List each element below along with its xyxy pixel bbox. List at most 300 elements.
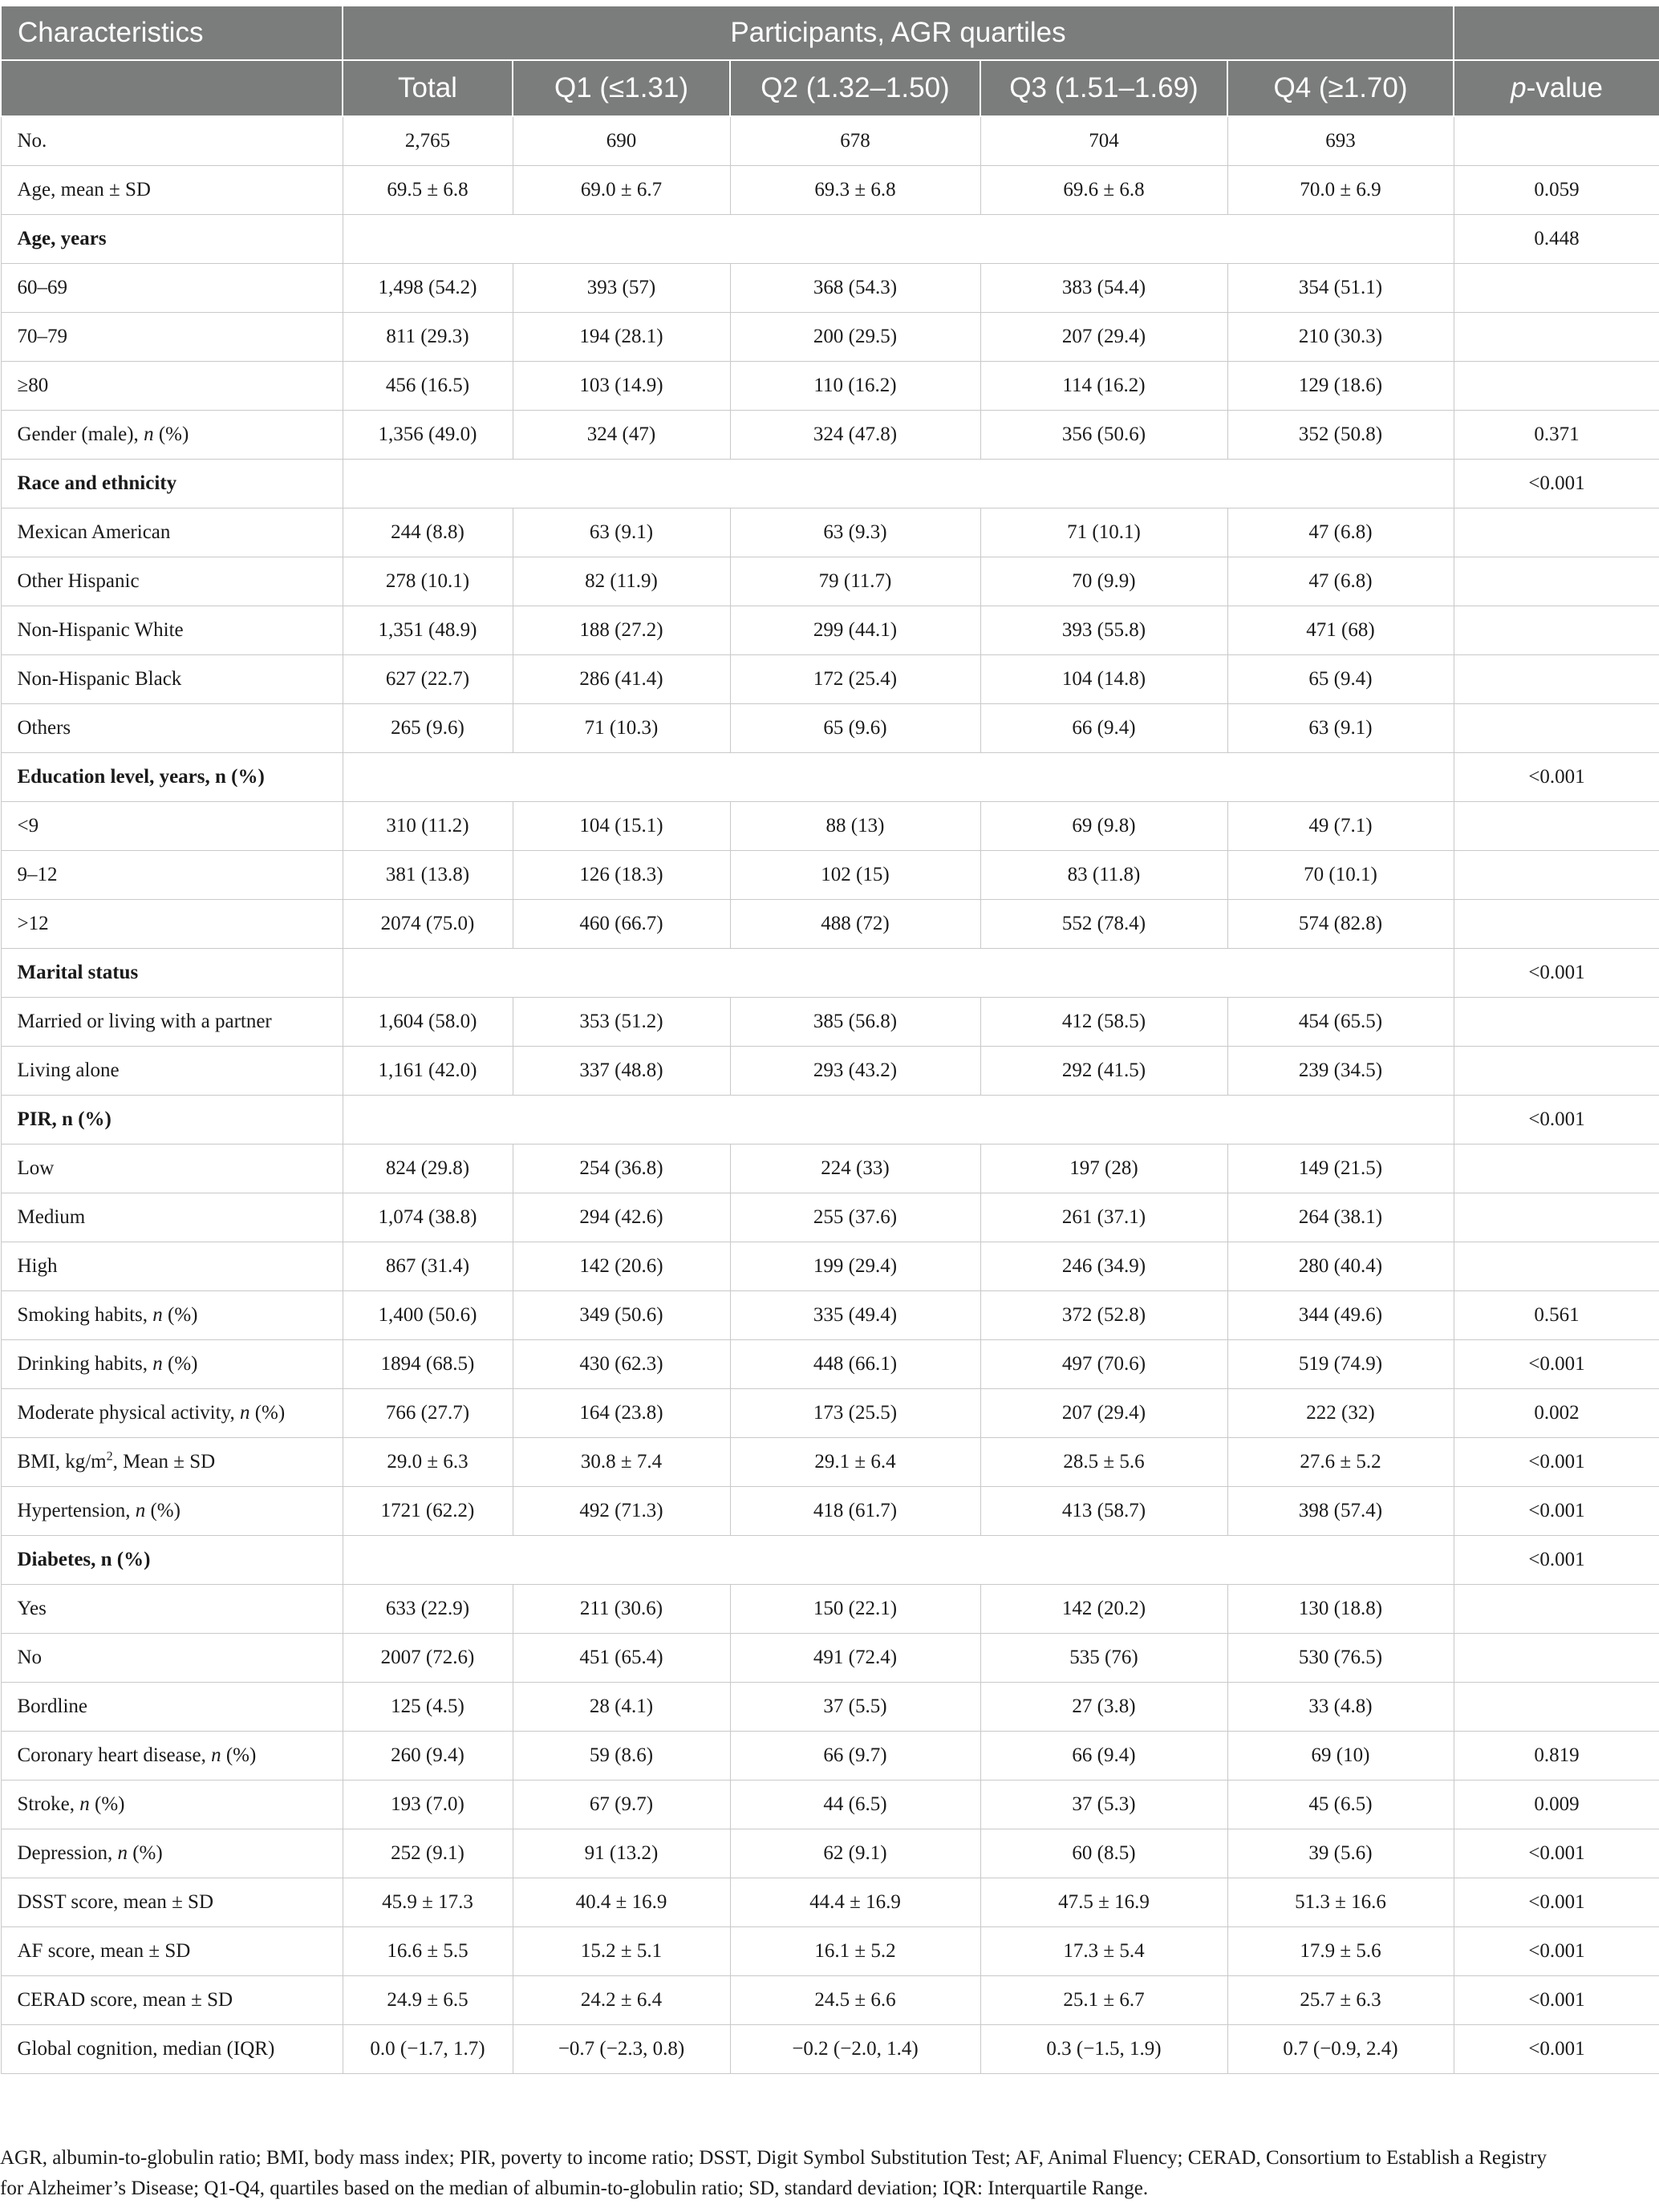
cell-q3: 69 (9.8) [980,802,1227,851]
row-label [1,313,343,362]
cell-total: 310 (11.2) [343,802,513,851]
cell-total: 2074 (75.0) [343,900,513,949]
table-row [1,1976,1659,2025]
section-spacer-cell [343,1536,1454,1585]
row-label [1,1438,343,1487]
row-label [1,508,343,557]
row-label [1,1927,343,1976]
cell-q4: 70 (10.1) [1227,851,1454,900]
cell-q3: 66 (9.4) [980,1732,1227,1781]
cell-total: 16.6 ± 5.5 [343,1927,513,1976]
cell-pvalue [1454,508,1659,557]
cell-pvalue: 0.561 [1454,1291,1659,1340]
row-label-suffix: (%) [89,1793,125,1815]
cell-q3: 83 (11.8) [980,851,1227,900]
cell-pvalue [1454,1634,1659,1683]
table-row [1,851,1659,900]
cell-q1: 69.0 ± 6.7 [513,166,730,215]
row-label-italic: n [239,1402,250,1424]
cell-q4: 693 [1227,116,1454,166]
cell-pvalue: <0.001 [1454,1487,1659,1536]
cell-q1: 40.4 ± 16.9 [513,1878,730,1927]
cell-pvalue: <0.001 [1454,1340,1659,1389]
cell-q3: 27 (3.8) [980,1683,1227,1732]
row-label-text: PIR, n (%) [17,1108,112,1130]
table-row [1,1340,1659,1389]
cell-total: 1,400 (50.6) [343,1291,513,1340]
cell-total: 265 (9.6) [343,704,513,753]
footnote-line-1: AGR, albumin-to-globulin ratio; BMI, body mass index; PIR, poverty to income ratio; DSST, Digit Symbol Substitution Test; AF, Animal Fluency; CERAD, Consortium to Establish a Registry [0,2147,1547,2169]
cell-pvalue [1454,1242,1659,1291]
section-spacer-cell [343,460,1454,508]
table-row [1,1732,1659,1781]
row-label-text: Medium [17,1206,86,1228]
row-label-italic: n [152,1353,163,1375]
cell-pvalue: <0.001 [1454,460,1659,508]
cell-pvalue: <0.001 [1454,1976,1659,2025]
cell-q3: 356 (50.6) [980,411,1227,460]
row-label-text: Marital status [17,962,139,983]
group-header: Participants, AGR quartiles [343,6,1454,60]
table-row [1,264,1659,313]
cell-q2: 368 (54.3) [730,264,980,313]
row-label [1,655,343,704]
cell-q3: 412 (58.5) [980,998,1227,1047]
section-label [1,460,343,508]
row-label [1,1878,343,1927]
section-row [1,1536,1659,1585]
row-label-text: ≥80 [17,375,49,396]
cell-pvalue [1454,264,1659,313]
row-label-suffix: (%) [162,1353,198,1375]
cell-q4: 398 (57.4) [1227,1487,1454,1536]
cell-total: 260 (9.4) [343,1732,513,1781]
section-row [1,1096,1659,1144]
table-row [1,313,1659,362]
cell-q2: 293 (43.2) [730,1047,980,1096]
row-label [1,362,343,411]
cell-pvalue [1454,802,1659,851]
header-row-columns [1,60,1659,116]
cell-q1: 393 (57) [513,264,730,313]
cell-q4: 47 (6.8) [1227,557,1454,606]
row-label-text: Age, years [17,228,107,249]
cell-q3: 383 (54.4) [980,264,1227,313]
cell-q3: 70 (9.9) [980,557,1227,606]
row-label [1,411,343,460]
row-label-suffix: (%) [153,423,189,445]
row-label [1,1781,343,1829]
cell-pvalue: 0.059 [1454,166,1659,215]
cell-q4: 129 (18.6) [1227,362,1454,411]
row-label [1,1683,343,1732]
cell-total: 193 (7.0) [343,1781,513,1829]
row-label-text: High [17,1255,58,1277]
section-label [1,1096,343,1144]
row-label-text: <9 [17,815,39,837]
cell-q1: 337 (48.8) [513,1047,730,1096]
row-label [1,1193,343,1242]
row-label [1,1242,343,1291]
row-label-text: 60–69 [17,277,67,298]
row-label-suffix: (%) [221,1744,257,1766]
row-label [1,1976,343,2025]
cell-q3: 47.5 ± 16.9 [980,1878,1227,1927]
cell-pvalue [1454,655,1659,704]
cell-total: 627 (22.7) [343,655,513,704]
cell-total: 2007 (72.6) [343,1634,513,1683]
empty-header-cell [1454,6,1659,60]
cell-q2: 66 (9.7) [730,1732,980,1781]
table-row [1,606,1659,655]
cell-q4: 63 (9.1) [1227,704,1454,753]
section-spacer-cell [343,949,1454,998]
table-row [1,704,1659,753]
table-row [1,1829,1659,1878]
cell-q3: 37 (5.3) [980,1781,1227,1829]
cell-pvalue [1454,1585,1659,1634]
cell-q2: 110 (16.2) [730,362,980,411]
row-label-text: Low [17,1157,55,1179]
cell-total: 1,161 (42.0) [343,1047,513,1096]
section-label [1,215,343,264]
row-label [1,1389,343,1438]
cell-q2: 224 (33) [730,1144,980,1193]
cell-q3: 292 (41.5) [980,1047,1227,1096]
cell-q1: 126 (18.3) [513,851,730,900]
cell-total: 1721 (62.2) [343,1487,513,1536]
column-header-q1: Q1 (≤1.31) [513,60,730,116]
footnote-line-2: for Alzheimer’s Disease; Q1-Q4, quartiles based on the median of albumin-to-globulin ratio; SD, standard deviation; IQR: Interquartile Range. [0,2178,1149,2199]
table-row [1,1781,1659,1829]
row-label [1,1340,343,1389]
section-label [1,753,343,802]
cell-q2: 37 (5.5) [730,1683,980,1732]
cell-q2: 335 (49.4) [730,1291,980,1340]
cell-total: 811 (29.3) [343,313,513,362]
cell-q3: 246 (34.9) [980,1242,1227,1291]
cell-q2: 44 (6.5) [730,1781,980,1829]
row-label-text: DSST score, mean ± SD [17,1891,213,1913]
cell-q4: 344 (49.6) [1227,1291,1454,1340]
section-spacer-cell [343,753,1454,802]
cell-q2: 16.1 ± 5.2 [730,1927,980,1976]
cell-pvalue [1454,116,1659,166]
row-label [1,851,343,900]
row-label-italic: n [211,1744,221,1766]
table-row [1,802,1659,851]
cell-q1: 460 (66.7) [513,900,730,949]
row-label [1,802,343,851]
cell-q2: 102 (15) [730,851,980,900]
characteristics-table [0,5,1659,2074]
cell-q1: 104 (15.1) [513,802,730,851]
cell-q3: 114 (16.2) [980,362,1227,411]
table-row [1,655,1659,704]
cell-q3: 704 [980,116,1227,166]
table-row [1,508,1659,557]
row-label-text: Mexican American [17,521,171,543]
table-row [1,900,1659,949]
cell-q4: 70.0 ± 6.9 [1227,166,1454,215]
row-label-text: Race and ethnicity [17,472,177,494]
table-row [1,1438,1659,1487]
table-row [1,1047,1659,1096]
row-label-italic: n [152,1304,163,1326]
cell-q1: 30.8 ± 7.4 [513,1438,730,1487]
cell-pvalue: <0.001 [1454,1536,1659,1585]
pvalue-italic-p: p [1511,72,1527,103]
row-label-suffix: (%) [145,1500,181,1521]
cell-q2: 173 (25.5) [730,1389,980,1438]
section-row [1,215,1659,264]
cell-q2: 385 (56.8) [730,998,980,1047]
cell-q2: 418 (61.7) [730,1487,980,1536]
cell-q1: 15.2 ± 5.1 [513,1927,730,1976]
cell-total: 29.0 ± 6.3 [343,1438,513,1487]
cell-total: 125 (4.5) [343,1683,513,1732]
cell-q2: 172 (25.4) [730,655,980,704]
cell-q1: 690 [513,116,730,166]
cell-pvalue: <0.001 [1454,1878,1659,1927]
row-label-text: Bordline [17,1695,87,1717]
cell-q2: 324 (47.8) [730,411,980,460]
cell-q2: 69.3 ± 6.8 [730,166,980,215]
cell-q1: 188 (27.2) [513,606,730,655]
cell-q1: 349 (50.6) [513,1291,730,1340]
row-label-text: CERAD score, mean ± SD [17,1989,233,2011]
cell-q1: 103 (14.9) [513,362,730,411]
row-label [1,1829,343,1878]
cell-total: 1,604 (58.0) [343,998,513,1047]
cell-pvalue [1454,851,1659,900]
cell-total: 381 (13.8) [343,851,513,900]
cell-pvalue: <0.001 [1454,1829,1659,1878]
table-row [1,557,1659,606]
cell-q3: 552 (78.4) [980,900,1227,949]
table-header [1,6,1659,116]
cell-q2: 200 (29.5) [730,313,980,362]
cell-q1: 324 (47) [513,411,730,460]
table-row [1,1878,1659,1927]
cell-q3: 497 (70.6) [980,1340,1227,1389]
row-label-text: Age, mean ± SD [17,179,151,201]
cell-total: 633 (22.9) [343,1585,513,1634]
section-label [1,1536,343,1585]
row-label-text: 9–12 [17,864,58,885]
cell-q1: 430 (62.3) [513,1340,730,1389]
cell-q4: 519 (74.9) [1227,1340,1454,1389]
cell-q3: 197 (28) [980,1144,1227,1193]
cell-total: 45.9 ± 17.3 [343,1878,513,1927]
table-row [1,998,1659,1047]
cell-q1: 451 (65.4) [513,1634,730,1683]
cell-pvalue: 0.371 [1454,411,1659,460]
table-row [1,411,1659,460]
cell-q2: −0.2 (−2.0, 1.4) [730,2025,980,2074]
characteristics-header: Characteristics [1,6,343,60]
cell-q3: 261 (37.1) [980,1193,1227,1242]
column-header-total: Total [343,60,513,116]
row-label [1,998,343,1047]
cell-q3: 142 (20.2) [980,1585,1227,1634]
cell-q2: 678 [730,116,980,166]
cell-q3: 207 (29.4) [980,1389,1227,1438]
cell-q1: 28 (4.1) [513,1683,730,1732]
row-label-suffix: (%) [162,1304,198,1326]
cell-q2: 199 (29.4) [730,1242,980,1291]
header-row-top [1,6,1659,60]
row-label [1,116,343,166]
cell-q3: 535 (76) [980,1634,1227,1683]
row-label-text: BMI, kg/m [17,1451,107,1473]
cell-total: 0.0 (−1.7, 1.7) [343,2025,513,2074]
cell-q1: 254 (36.8) [513,1144,730,1193]
cell-q1: 164 (23.8) [513,1389,730,1438]
row-label [1,704,343,753]
cell-pvalue: <0.001 [1454,1096,1659,1144]
cell-q3: 66 (9.4) [980,704,1227,753]
cell-q2: 65 (9.6) [730,704,980,753]
section-row [1,949,1659,998]
row-label-text: Gender (male), [17,423,144,445]
cell-total: 252 (9.1) [343,1829,513,1878]
table-row [1,1585,1659,1634]
table-footnote [0,2143,1659,2204]
cell-q4: 25.7 ± 6.3 [1227,1976,1454,2025]
table-row [1,1634,1659,1683]
table-row [1,166,1659,215]
table-body [1,116,1659,2074]
cell-q3: 413 (58.7) [980,1487,1227,1536]
row-label-text: Moderate physical activity, [17,1402,240,1424]
row-label [1,166,343,215]
table-row [1,1242,1659,1291]
cell-q4: 354 (51.1) [1227,264,1454,313]
cell-q2: 63 (9.3) [730,508,980,557]
cell-q4: 33 (4.8) [1227,1683,1454,1732]
characteristics-table-container [0,5,1659,2074]
column-header-q4: Q4 (≥1.70) [1227,60,1454,116]
cell-pvalue [1454,704,1659,753]
cell-q4: 17.9 ± 5.6 [1227,1927,1454,1976]
cell-q4: 47 (6.8) [1227,508,1454,557]
cell-pvalue [1454,313,1659,362]
row-label-text: Hypertension, [17,1500,136,1521]
table-row [1,116,1659,166]
row-label-text: No. [17,130,47,152]
cell-pvalue [1454,1193,1659,1242]
row-label-text: AF score, mean ± SD [17,1940,191,1962]
table-row [1,1193,1659,1242]
row-label-text: Depression, [17,1842,118,1864]
row-label-text: Living alone [17,1059,120,1081]
cell-pvalue: <0.001 [1454,949,1659,998]
row-label-italic: n [79,1793,90,1815]
cell-q2: 24.5 ± 6.6 [730,1976,980,2025]
empty-header-cell [1,60,343,116]
cell-q1: 71 (10.3) [513,704,730,753]
row-label-suffix: (%) [249,1402,286,1424]
cell-total: 1,074 (38.8) [343,1193,513,1242]
cell-q2: 44.4 ± 16.9 [730,1878,980,1927]
row-label-text: >12 [17,913,49,934]
cell-q4: 210 (30.3) [1227,313,1454,362]
cell-q1: 492 (71.3) [513,1487,730,1536]
row-label [1,2025,343,2074]
cell-q4: 530 (76.5) [1227,1634,1454,1683]
cell-q4: 130 (18.8) [1227,1585,1454,1634]
table-row [1,1927,1659,1976]
row-label-text: 70–79 [17,326,67,347]
cell-total: 1894 (68.5) [343,1340,513,1389]
cell-q4: 454 (65.5) [1227,998,1454,1047]
row-label-text: No [17,1647,43,1668]
cell-q2: 255 (37.6) [730,1193,980,1242]
row-label-text: Stroke, [17,1793,80,1815]
row-label [1,557,343,606]
table-row [1,2025,1659,2074]
row-label [1,264,343,313]
cell-q4: 239 (34.5) [1227,1047,1454,1096]
cell-pvalue: <0.001 [1454,1438,1659,1487]
table-row [1,1487,1659,1536]
cell-q3: 28.5 ± 5.6 [980,1438,1227,1487]
cell-q1: 59 (8.6) [513,1732,730,1781]
row-label-text: Married or living with a partner [17,1011,272,1032]
row-label [1,1585,343,1634]
row-label-text: Drinking habits, [17,1353,153,1375]
cell-q3: 207 (29.4) [980,313,1227,362]
cell-q4: 471 (68) [1227,606,1454,655]
cell-pvalue: 0.002 [1454,1389,1659,1438]
cell-pvalue: <0.001 [1454,753,1659,802]
row-label [1,1732,343,1781]
cell-q4: 574 (82.8) [1227,900,1454,949]
cell-q4: 39 (5.6) [1227,1829,1454,1878]
row-label-italic: n [117,1842,128,1864]
section-row [1,460,1659,508]
cell-total: 867 (31.4) [343,1242,513,1291]
cell-q4: 149 (21.5) [1227,1144,1454,1193]
row-label [1,606,343,655]
cell-q4: 45 (6.5) [1227,1781,1454,1829]
cell-q4: 280 (40.4) [1227,1242,1454,1291]
cell-q4: 0.7 (−0.9, 2.4) [1227,2025,1454,2074]
table-row [1,362,1659,411]
cell-total: 456 (16.5) [343,362,513,411]
section-spacer-cell [343,215,1454,264]
section-label [1,949,343,998]
table-row [1,1683,1659,1732]
column-header-q3: Q3 (1.51–1.69) [980,60,1227,116]
cell-total: 824 (29.8) [343,1144,513,1193]
cell-pvalue [1454,1047,1659,1096]
section-row [1,753,1659,802]
row-label [1,1487,343,1536]
cell-q3: 71 (10.1) [980,508,1227,557]
cell-q1: 24.2 ± 6.4 [513,1976,730,2025]
cell-q1: 91 (13.2) [513,1829,730,1878]
cell-q2: 79 (11.7) [730,557,980,606]
cell-q1: 63 (9.1) [513,508,730,557]
cell-q1: 211 (30.6) [513,1585,730,1634]
cell-pvalue: <0.001 [1454,1927,1659,1976]
cell-q2: 62 (9.1) [730,1829,980,1878]
row-label [1,1291,343,1340]
cell-q3: 0.3 (−1.5, 1.9) [980,2025,1227,2074]
cell-q2: 491 (72.4) [730,1634,980,1683]
